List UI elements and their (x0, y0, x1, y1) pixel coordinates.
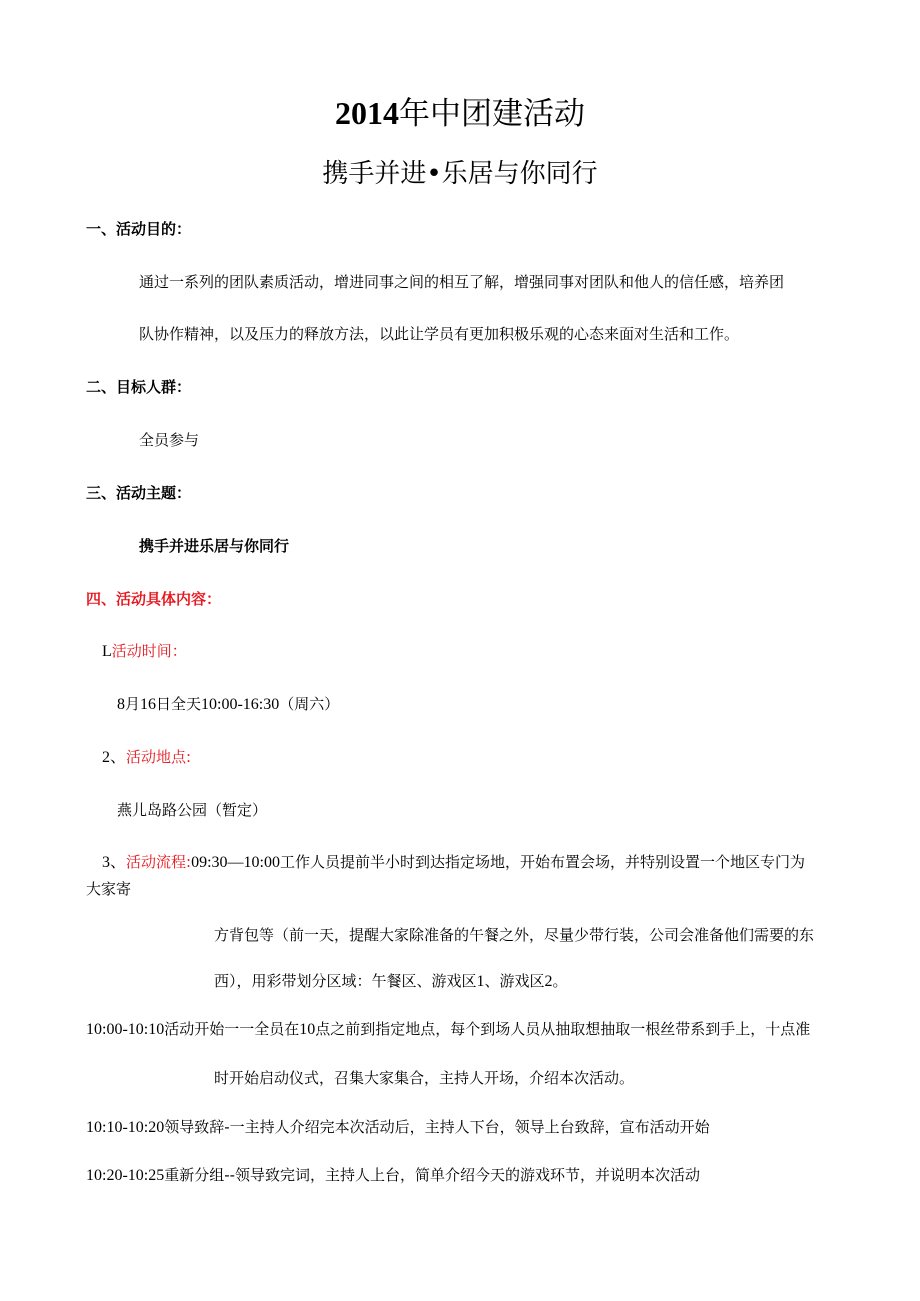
time-range: 10:00-16:30 (201, 696, 280, 713)
title-text: 年中团建活动 (399, 96, 585, 132)
schedule-row-2 (86, 1117, 710, 1138)
schedule-row-2-time: 10:10-10:20 (86, 1119, 165, 1136)
schedule-row-1-text: 活动开始一一全员在 (164, 1020, 300, 1038)
title-year: 2014 (335, 95, 399, 131)
schedule-row-1-text-b: 点之前到指定地点，每个到场人员从抽取想抽取一根丝带系到手上，十点准 (315, 1020, 811, 1038)
schedule-row-3-text: 重新分组--领导致完词，主持人上台，简单介绍今天的游戏环节，并说明本次活动 (164, 1166, 701, 1184)
item-2-value: 燕儿岛路公园（暂定） (117, 801, 268, 819)
item-2-prefix: 2、 (102, 749, 127, 766)
item-3-text-3 (214, 971, 568, 992)
schedule-row-2-text: 领导致辞-一主持人介绍完本次活动后，主持人下台，领导上台致辞，宣布活动开始 (164, 1118, 710, 1136)
item-3-text-1-wrap: 大家寄 (86, 880, 132, 898)
zone-number-2: 2 (544, 973, 553, 990)
item-3-prefix: 3、 (102, 854, 127, 871)
schedule-row-1-time: 10:00-10:10 (86, 1021, 165, 1038)
weekday: （周六） (279, 695, 340, 713)
schedule-row-3-time: 10:20-10:25 (86, 1167, 165, 1184)
item-3-text-1: 工作人员提前半小时到达指定场地，开始布置会场，并特别设置一个地区专门为 (279, 853, 805, 871)
section-4-heading: 四、活动具体内容： (86, 590, 222, 608)
item-3-line (102, 852, 805, 873)
date-day-unit: 日全天 (156, 695, 202, 713)
item-3-label: 活动流程: (126, 853, 192, 871)
zone-number-1: 1 (476, 973, 485, 990)
item-3-text-3a: 西），用彩带划分区域：午餐区、游戏区 (214, 972, 477, 990)
schedule-row-1-continued: 时开始启动仪式，召集大家集合，主持人开场，介绍本次活动。 (214, 1069, 635, 1087)
item-3-time: 09:30—10:00 (191, 854, 280, 871)
section-1-heading: 一、活动目的： (86, 220, 192, 238)
item-2-line (102, 747, 191, 768)
schedule-row-1-number: 10 (299, 1021, 316, 1038)
section-2-body: 全员参与 (139, 431, 200, 449)
section-3-body: 携手并进乐居与你同行 (139, 537, 290, 555)
item-1-prefix: L (102, 643, 112, 660)
schedule-row-3 (86, 1165, 700, 1186)
date-month-unit: 月 (125, 695, 141, 713)
item-1-label: 活动时间： (111, 642, 187, 660)
item-1-value (117, 694, 339, 715)
section-1-body-line-2: 队协作精神，以及压力的释放方法，以此让学员有更加积极乐观的心态来面对生活和工作。 (139, 325, 740, 343)
item-2-label: 活动地点: (126, 748, 192, 766)
item-1-line (102, 641, 187, 662)
date-month: 8 (117, 696, 125, 713)
date-day: 16 (140, 696, 157, 713)
schedule-row-1 (86, 1019, 810, 1040)
item-3-text-3c: 。 (552, 972, 568, 990)
item-3-text-3b: 、游戏区 (484, 972, 545, 990)
document-subtitle: 携手并进•乐居与你同行 (322, 159, 598, 189)
section-2-heading: 二、目标人群： (86, 378, 192, 396)
section-3-heading: 三、活动主题： (86, 484, 192, 502)
item-3-text-2: 方背包等（前一天，提醒大家除准备的午餐之外，尽量少带行装，公司会准备他们需要的东 (214, 926, 815, 944)
document-title (0, 92, 920, 135)
section-1-body-line-1: 通过一系列的团队素质活动，增进同事之间的相互了解，增强同事对团队和他人的信任感，培养团 (139, 273, 785, 291)
